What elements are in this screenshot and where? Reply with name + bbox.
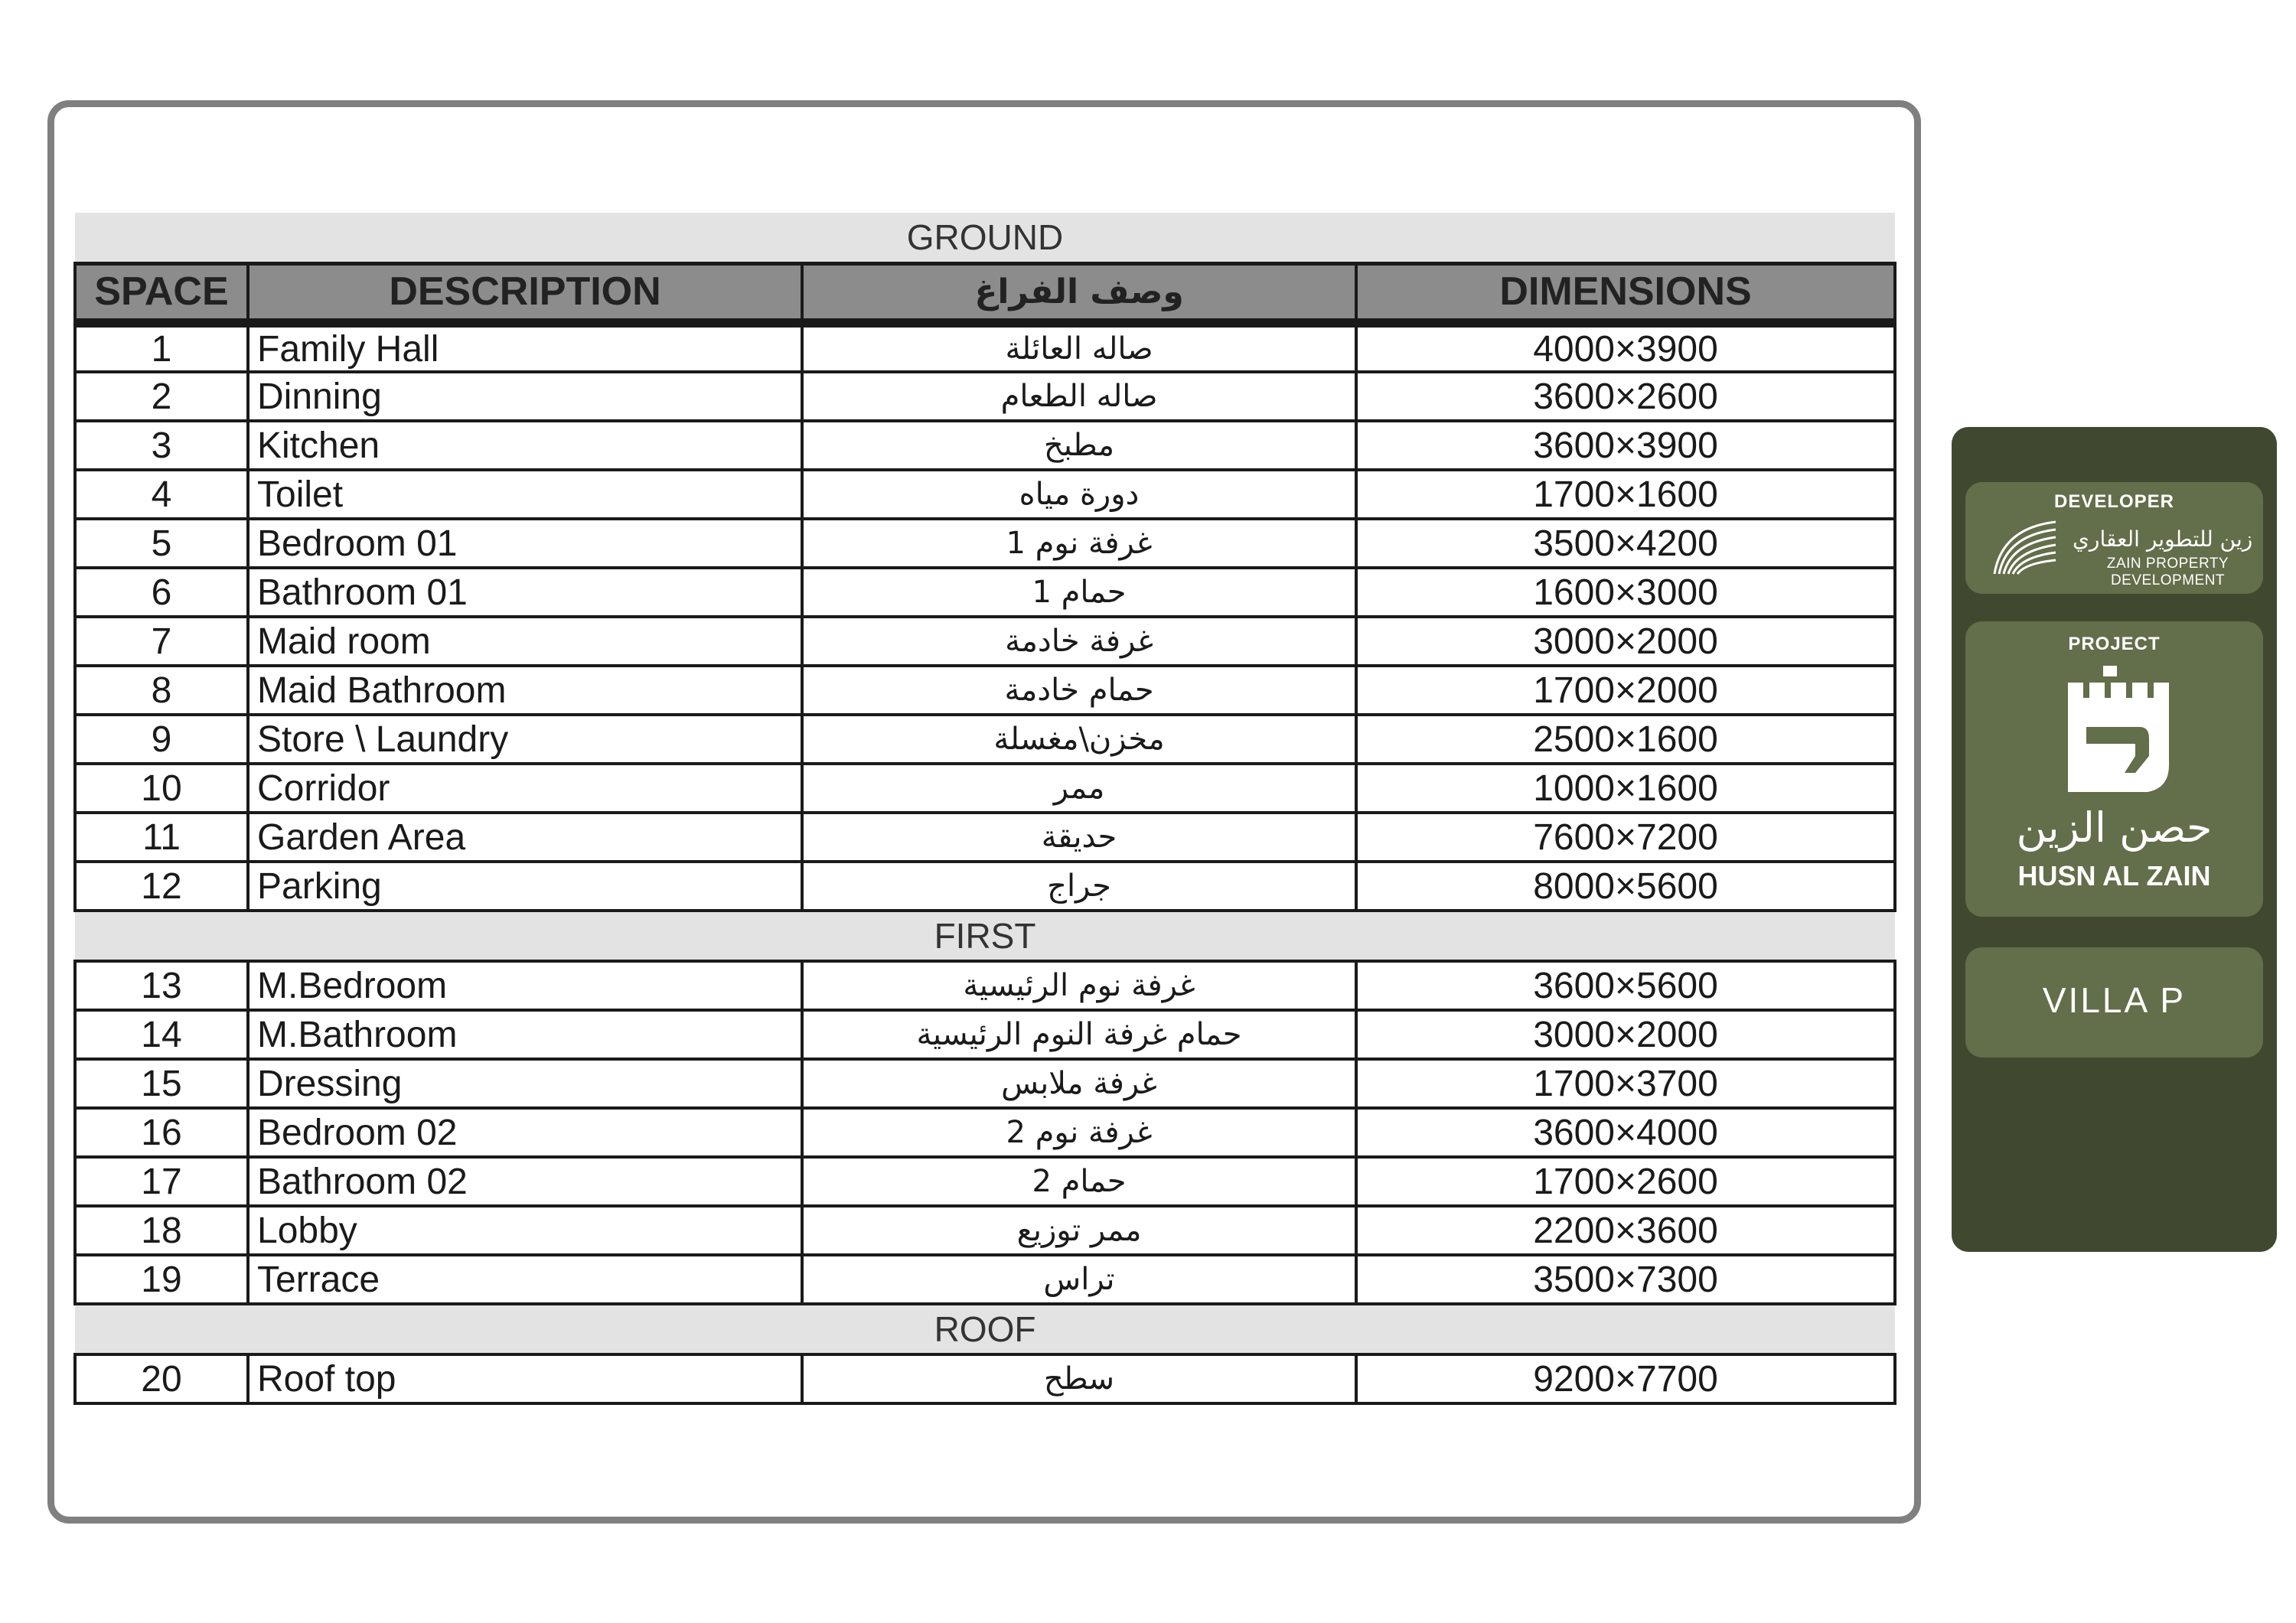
room-schedule-body: [75, 213, 1895, 1403]
cell-description: Corridor: [248, 764, 802, 813]
table-row: [75, 1354, 1895, 1403]
cell-dimensions: 1000×1600: [1356, 764, 1895, 813]
cell-arabic-description: حمام خادمة: [802, 666, 1356, 715]
project-name-arabic: حصن الزين: [2016, 803, 2213, 852]
header-dimensions: DIMENSIONS: [1356, 263, 1895, 323]
cell-space: 10: [75, 764, 248, 813]
cell-arabic-description: ممر: [802, 764, 1356, 813]
cell-description: Maid Bathroom: [248, 666, 802, 715]
header-description: DESCRIPTION: [248, 263, 802, 323]
cell-space: 5: [75, 519, 248, 568]
section-row-ground: [75, 213, 1895, 263]
cell-dimensions: 1700×3700: [1356, 1059, 1895, 1108]
table-row: [75, 666, 1895, 715]
cell-dimensions: 7600×7200: [1356, 813, 1895, 862]
cell-dimensions: 1700×2000: [1356, 666, 1895, 715]
cell-arabic-description: غرفة نوم 1: [802, 519, 1356, 568]
cell-space: 1: [75, 323, 248, 372]
cell-space: 9: [75, 715, 248, 764]
cell-description: Parking: [248, 862, 802, 911]
cell-dimensions: 3000×2000: [1356, 1010, 1895, 1059]
cell-arabic-description: غرفة نوم الرئيسية: [802, 961, 1356, 1010]
cell-dimensions: 3600×4000: [1356, 1108, 1895, 1157]
project-card: [1965, 621, 2263, 917]
cell-space: 7: [75, 617, 248, 666]
cell-arabic-description: صاله العائلة: [802, 323, 1356, 372]
section-row-first: [75, 911, 1895, 961]
section-row-roof: [75, 1304, 1895, 1354]
cell-dimensions: 4000×3900: [1356, 323, 1895, 372]
cell-description: Roof top: [248, 1354, 802, 1403]
cell-arabic-description: مخزن\مغسلة: [802, 715, 1356, 764]
section-title-roof: ROOF: [75, 1304, 1895, 1354]
developer-name-arabic: زين للتطوير العقاري: [2073, 526, 2253, 552]
cell-dimensions: 3000×2000: [1356, 617, 1895, 666]
cell-space: 18: [75, 1206, 248, 1255]
title-block-panel: [1952, 427, 2277, 1252]
cell-arabic-description: غرفة خادمة: [802, 617, 1356, 666]
developer-logo-icon: [1987, 513, 2071, 582]
cell-dimensions: 3500×4200: [1356, 519, 1895, 568]
cell-description: Garden Area: [248, 813, 802, 862]
cell-description: Bedroom 01: [248, 519, 802, 568]
cell-arabic-description: حديقة: [802, 813, 1356, 862]
table-row: [75, 1255, 1895, 1304]
table-row: [75, 813, 1895, 862]
cell-space: 12: [75, 862, 248, 911]
cell-space: 4: [75, 470, 248, 519]
cell-space: 14: [75, 1010, 248, 1059]
cell-space: 8: [75, 666, 248, 715]
cell-space: 11: [75, 813, 248, 862]
developer-card: [1965, 482, 2263, 594]
cell-space: 20: [75, 1354, 248, 1403]
project-name-english: HUSN AL ZAIN: [2017, 860, 2211, 891]
cell-dimensions: 8000×5600: [1356, 862, 1895, 911]
project-label: PROJECT: [2068, 634, 2161, 654]
cell-description: Bedroom 02: [248, 1108, 802, 1157]
cell-description: Dinning: [248, 372, 802, 421]
table-row: [75, 470, 1895, 519]
cell-dimensions: 3600×3900: [1356, 421, 1895, 470]
table-row: [75, 421, 1895, 470]
table-header-row: [75, 263, 1895, 323]
cell-space: 19: [75, 1255, 248, 1304]
cell-dimensions: 9200×7700: [1356, 1354, 1895, 1403]
cell-space: 3: [75, 421, 248, 470]
developer-label: DEVELOPER: [2053, 491, 2175, 512]
cell-description: Terrace: [248, 1255, 802, 1304]
cell-description: Dressing: [248, 1059, 802, 1108]
cell-description: Kitchen: [248, 421, 802, 470]
cell-space: 16: [75, 1108, 248, 1157]
cell-space: 6: [75, 568, 248, 617]
cell-arabic-description: حمام 1: [802, 568, 1356, 617]
cell-description: Bathroom 01: [248, 568, 802, 617]
cell-arabic-description: سطح: [802, 1354, 1356, 1403]
cell-dimensions: 3600×5600: [1356, 961, 1895, 1010]
table-row: [75, 1108, 1895, 1157]
cell-dimensions: 1600×3000: [1356, 568, 1895, 617]
cell-arabic-description: مطبخ: [802, 421, 1356, 470]
table-row: [75, 1157, 1895, 1206]
cell-space: 17: [75, 1157, 248, 1206]
cell-arabic-description: تراس: [802, 1255, 1356, 1304]
cell-dimensions: 3500×7300: [1356, 1255, 1895, 1304]
cell-description: Family Hall: [248, 323, 802, 372]
cell-description: M.Bedroom: [248, 961, 802, 1010]
cell-arabic-description: ممر توزيع: [802, 1206, 1356, 1255]
table-row: [75, 1206, 1895, 1255]
cell-dimensions: 3600×2600: [1356, 372, 1895, 421]
cell-space: 2: [75, 372, 248, 421]
cell-description: M.Bathroom: [248, 1010, 802, 1059]
table-row: [75, 862, 1895, 911]
villa-card: [1965, 947, 2263, 1058]
fortress-emblem-icon: [2056, 666, 2173, 796]
section-title-first: FIRST: [75, 911, 1895, 961]
header-space: SPACE: [75, 263, 248, 323]
cell-arabic-description: حمام غرفة النوم الرئيسية: [802, 1010, 1356, 1059]
cell-dimensions: 2200×3600: [1356, 1206, 1895, 1255]
cell-description: Lobby: [248, 1206, 802, 1255]
cell-dimensions: 1700×1600: [1356, 470, 1895, 519]
cell-dimensions: 2500×1600: [1356, 715, 1895, 764]
cell-space: 13: [75, 961, 248, 1010]
table-row: [75, 568, 1895, 617]
table-row: [75, 961, 1895, 1010]
table-row: [75, 323, 1895, 372]
cell-arabic-description: صاله الطعام: [802, 372, 1356, 421]
table-row: [75, 764, 1895, 813]
table-row: [75, 617, 1895, 666]
room-schedule-table: [73, 213, 1896, 1405]
cell-arabic-description: غرفة نوم 2: [802, 1108, 1356, 1157]
table-row: [75, 1059, 1895, 1108]
section-title-ground: GROUND: [75, 213, 1895, 263]
villa-label: VILLA P: [2042, 980, 2187, 1020]
developer-name-english: ZAIN PROPERTY DEVELOPMENT: [2106, 556, 2229, 588]
cell-arabic-description: دورة مياه: [802, 470, 1356, 519]
cell-arabic-description: حمام 2: [802, 1157, 1356, 1206]
cell-dimensions: 1700×2600: [1356, 1157, 1895, 1206]
cell-description: Maid room: [248, 617, 802, 666]
cell-arabic-description: غرفة ملابس: [802, 1059, 1356, 1108]
table-row: [75, 519, 1895, 568]
cell-arabic-description: جراج: [802, 862, 1356, 911]
table-row: [75, 1010, 1895, 1059]
cell-description: Store \ Laundry: [248, 715, 802, 764]
table-row: [75, 372, 1895, 421]
cell-description: Bathroom 02: [248, 1157, 802, 1206]
header-arabic-description: وصف الفراغ: [802, 263, 1356, 323]
cell-description: Toilet: [248, 470, 802, 519]
cell-space: 15: [75, 1059, 248, 1108]
table-row: [75, 715, 1895, 764]
